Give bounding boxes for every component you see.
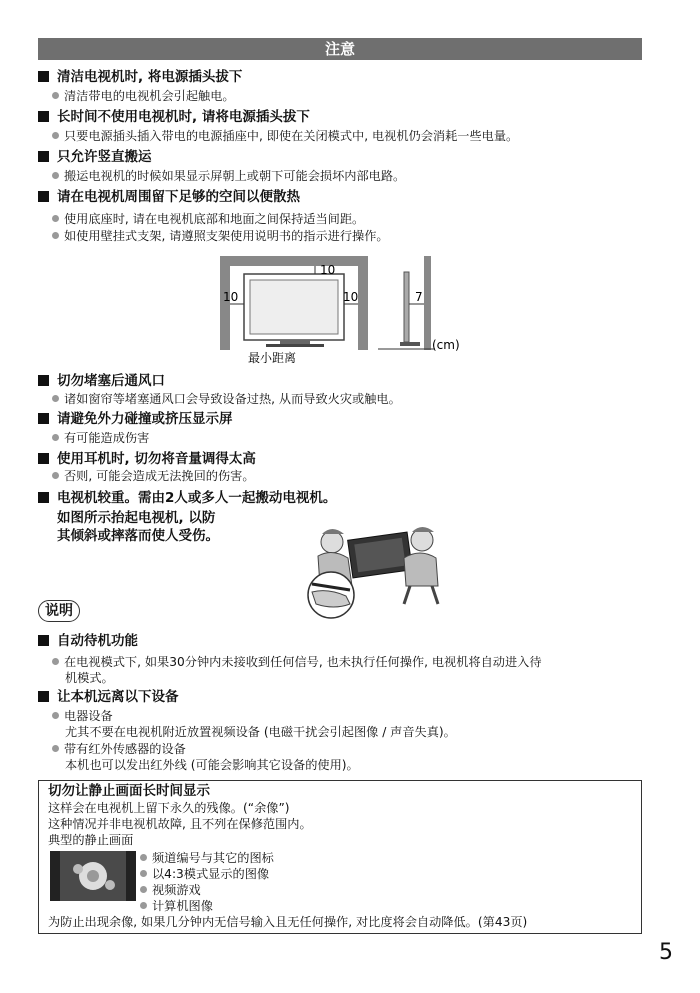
dot-bullet-icon xyxy=(52,745,59,752)
side-clearance-label: 7 xyxy=(415,290,423,304)
caution-title: 注意 xyxy=(324,40,355,58)
heading-keep-away: 让本机远离以下设备 xyxy=(38,688,179,706)
item-43-mode: 以4:3模式显示的图像 xyxy=(140,866,269,882)
box-line3: 典型的静止画面 xyxy=(48,833,134,847)
square-bullet-icon xyxy=(38,453,49,464)
dot-bullet-icon xyxy=(140,854,147,861)
dot-bullet-icon xyxy=(52,434,59,441)
dot-bullet-icon xyxy=(140,902,147,909)
bullet-infrared-devices: 带有红外传感器的设备 xyxy=(52,741,186,757)
square-bullet-icon xyxy=(38,413,49,424)
bullet-auto-standby: 在电视模式下, 如果30分钟内未接收到任何信号, 也未执行任何操作, 电视机将自动进入待 xyxy=(52,654,542,670)
bullet-unplug: 只要电源插头插入带电的电源插座中, 即使在关闭模式中, 电视机仍会消耗一些电量。 xyxy=(52,128,518,144)
diagram-caption: 最小距离 xyxy=(248,351,297,365)
square-bullet-icon xyxy=(38,375,49,386)
heading-unplug: 长时间不使用电视机时, 请将电源插头拔下 xyxy=(38,108,310,126)
square-bullet-icon xyxy=(38,191,49,202)
heading-headphone: 使用耳机时, 切勿将音量调得太高 xyxy=(38,450,256,468)
box-title: 切勿让静止画面长时间显示 xyxy=(48,783,210,799)
still-image-thumbnail xyxy=(50,851,136,901)
page-number: 5 xyxy=(659,940,673,965)
dot-bullet-icon xyxy=(52,712,59,719)
dot-bullet-icon xyxy=(52,215,59,222)
dot-bullet-icon xyxy=(140,886,147,893)
bullet-screen-pressure: 有可能造成伤害 xyxy=(52,430,149,446)
item-computer-images: 计算机图像 xyxy=(140,898,213,914)
clearance-diagram xyxy=(210,252,470,367)
heading-ventilation-space: 请在电视机周围留下足够的空间以便散热 xyxy=(38,188,300,206)
top-clearance-label: 10 xyxy=(320,263,336,277)
heading-auto-standby: 自动待机功能 xyxy=(38,632,138,650)
bullet-headphone: 否则, 可能会造成无法挽回的伤害。 xyxy=(52,468,255,484)
heading-heavy-tv: 电视机较重。需由2人或多人一起搬动电视机。 xyxy=(38,489,336,507)
box-line1: 这样会在电视机上留下永久的残像。(“余像”) xyxy=(48,801,290,815)
square-bullet-icon xyxy=(38,492,49,503)
heading-vent-block: 切勿堵塞后通风口 xyxy=(38,372,165,390)
bullet-stand: 使用底座时, 请在电视机底部和地面之间保持适当间距。 xyxy=(52,211,364,227)
bullet-auto-standby-cont: 机模式。 xyxy=(65,671,114,685)
dot-bullet-icon xyxy=(52,172,59,179)
heavy-tv-line3: 其倾斜或摔落而使人受伤。 xyxy=(57,528,219,544)
electrical-devices-detail: 尤其不要在电视机附近放置视频设备 (电磁干扰会引起图像 / 声音失真)。 xyxy=(65,725,456,739)
unit-label: (cm) xyxy=(432,338,460,352)
infrared-devices-detail: 本机也可以发出红外线 (可能会影响其它设备的使用)。 xyxy=(65,758,359,772)
square-bullet-icon xyxy=(38,151,49,162)
heading-screen-pressure: 请避免外力碰撞或挤压显示屏 xyxy=(38,410,233,428)
left-clearance-label: 10 xyxy=(223,290,239,304)
dot-bullet-icon xyxy=(52,658,59,665)
hand-detail-icon xyxy=(306,570,356,620)
heading-upright: 只允许竖直搬运 xyxy=(38,148,152,166)
square-bullet-icon xyxy=(38,111,49,122)
box-footer: 为防止出现余像, 如果几分钟内无信号输入且无任何操作, 对比度将会自动降低。(第43页) xyxy=(48,915,528,929)
right-clearance-label: 10 xyxy=(343,290,359,304)
dot-bullet-icon xyxy=(52,92,59,99)
item-channel-icons: 频道编号与其它的图标 xyxy=(140,850,274,866)
square-bullet-icon xyxy=(38,691,49,702)
box-line2: 这种情况并非电视机故障, 且不列在保修范围内。 xyxy=(48,817,312,831)
notes-pill: 说明 xyxy=(38,600,80,622)
side-view xyxy=(378,256,435,350)
bullet-wall-bracket: 如使用壁挂式支架, 请遵照支架使用说明书的指示进行操作。 xyxy=(52,228,389,244)
dot-bullet-icon xyxy=(52,132,59,139)
bullet-cleaning: 清洁带电的电视机会引起触电。 xyxy=(52,88,235,104)
bullet-vent-block: 诸如窗帘等堵塞通风口会导致设备过热, 从而导致火灾或触电。 xyxy=(52,391,401,407)
caution-banner xyxy=(38,38,642,60)
item-video-games: 视频游戏 xyxy=(140,882,201,898)
square-bullet-icon xyxy=(38,71,49,82)
dot-bullet-icon xyxy=(52,232,59,239)
heavy-tv-line2: 如图所示抬起电视机, 以防 xyxy=(57,510,216,526)
bullet-electrical-devices: 电器设备 xyxy=(52,708,113,724)
dot-bullet-icon xyxy=(52,395,59,402)
square-bullet-icon xyxy=(38,635,49,646)
bullet-upright: 搬运电视机的时候如果显示屏朝上或朝下可能会损坏内部电路。 xyxy=(52,168,405,184)
heading-cleaning: 清洁电视机时, 将电源插头拔下 xyxy=(38,68,242,86)
dot-bullet-icon xyxy=(52,472,59,479)
dot-bullet-icon xyxy=(140,870,147,877)
